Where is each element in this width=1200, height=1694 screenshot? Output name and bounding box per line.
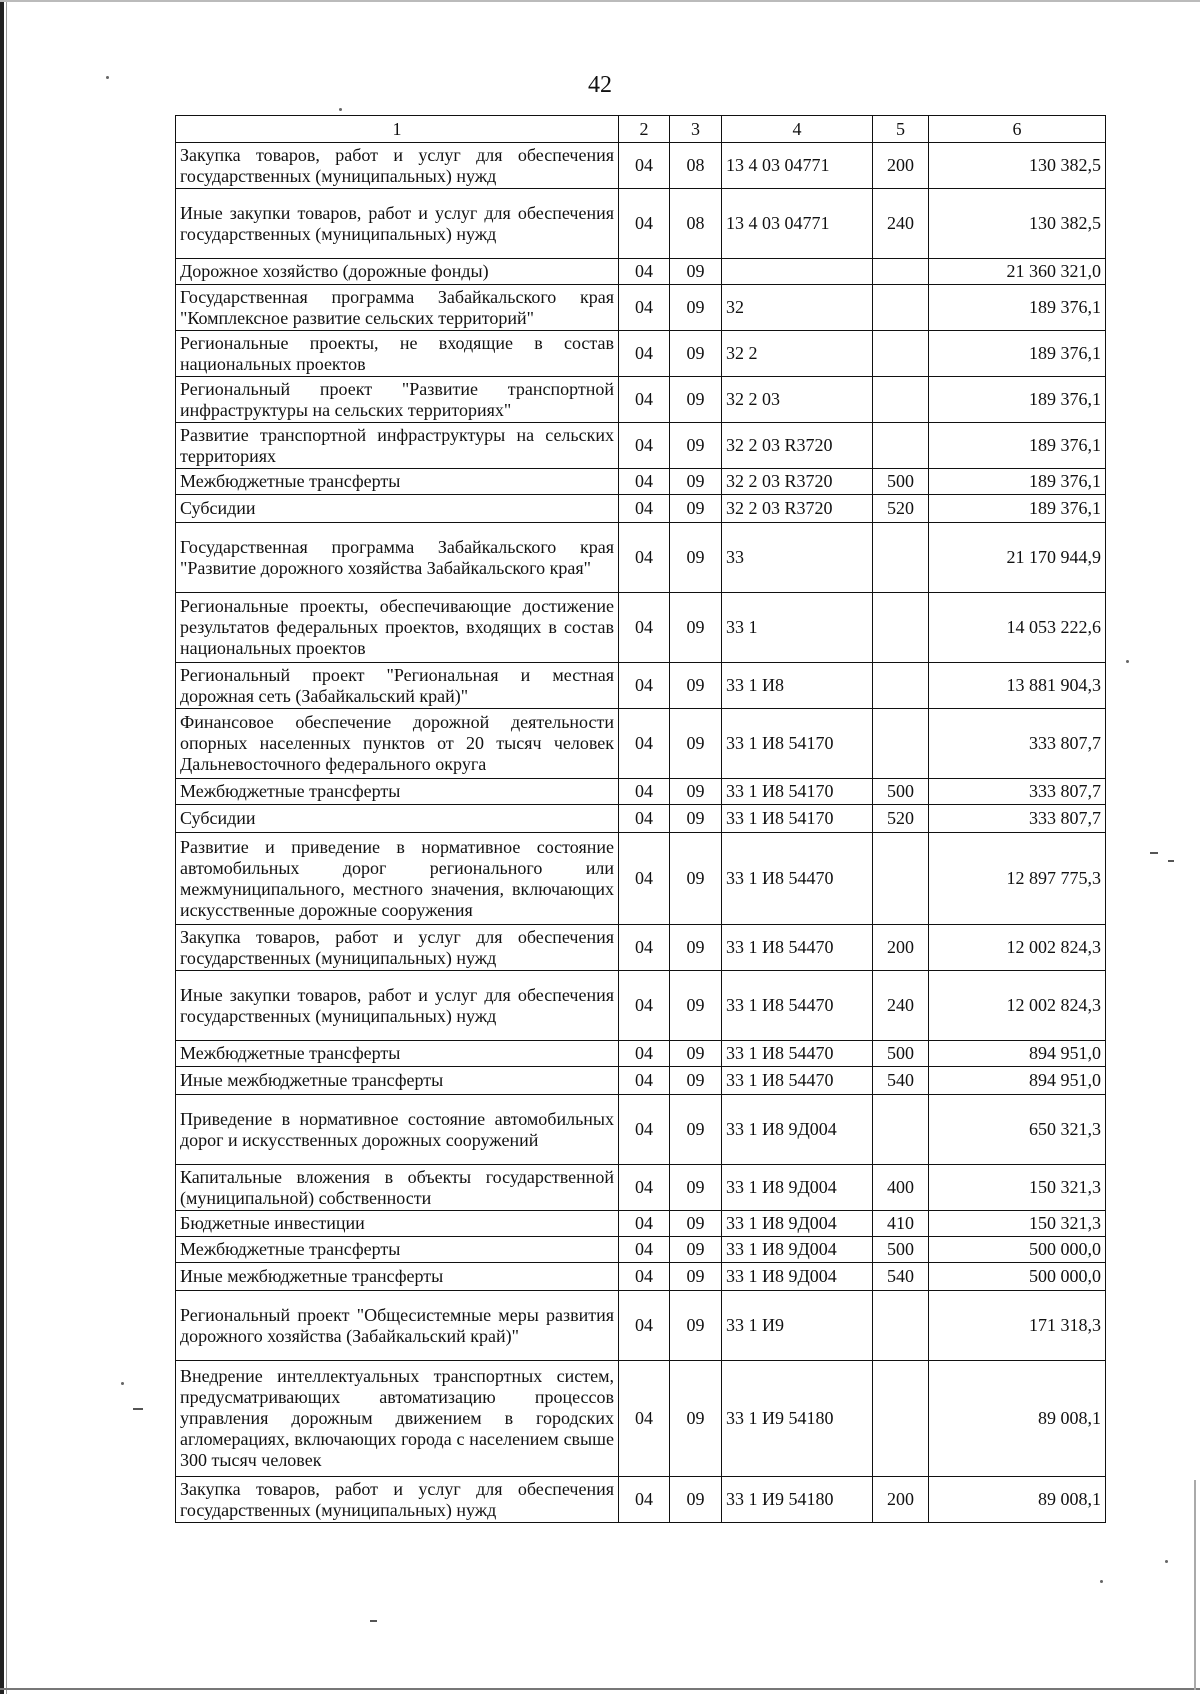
target-article-cell: 33 1 И8 54170 xyxy=(722,805,873,833)
subsection-code-cell: 09 xyxy=(670,495,722,523)
table-row xyxy=(176,1477,1106,1523)
amount-cell: 189 376,1 xyxy=(929,469,1106,495)
section-code-cell: 04 xyxy=(619,1165,670,1211)
section-code-cell: 04 xyxy=(619,285,670,331)
section-code-cell: 04 xyxy=(619,331,670,377)
expense-type-cell: 500 xyxy=(873,779,929,805)
scan-border-bottom xyxy=(0,1688,1200,1690)
target-article-cell: 33 1 И8 9Д004 xyxy=(722,1263,873,1291)
expense-type-cell: 540 xyxy=(873,1067,929,1095)
column-header: 3 xyxy=(670,116,722,143)
amount-cell: 89 008,1 xyxy=(929,1477,1106,1523)
row-name-cell: Приведение в нормативное состояние автомобильных дорог и искусственных дорожных сооружений xyxy=(176,1095,619,1165)
amount-cell: 12 002 824,3 xyxy=(929,971,1106,1041)
scan-border-left-inner xyxy=(6,0,7,1694)
expense-type-cell: 400 xyxy=(873,1165,929,1211)
amount-cell: 894 951,0 xyxy=(929,1067,1106,1095)
expense-type-cell: 520 xyxy=(873,805,929,833)
amount-cell: 189 376,1 xyxy=(929,285,1106,331)
expense-type-cell: 240 xyxy=(873,189,929,259)
expense-type-cell: 520 xyxy=(873,495,929,523)
expense-type-cell: 240 xyxy=(873,971,929,1041)
target-article-cell: 33 1 И9 54180 xyxy=(722,1361,873,1477)
section-code-cell: 04 xyxy=(619,663,670,709)
column-header: 2 xyxy=(619,116,670,143)
row-name-cell: Развитие и приведение в нормативное состояние автомобильных дорог регионального или межмуниципального, местного значения, включающих искусственные дорожные сооружения xyxy=(176,833,619,925)
amount-cell: 12 897 775,3 xyxy=(929,833,1106,925)
section-code-cell: 04 xyxy=(619,523,670,593)
expense-type-cell xyxy=(873,377,929,423)
expense-type-cell xyxy=(873,1095,929,1165)
subsection-code-cell: 09 xyxy=(670,1477,722,1523)
scan-speck xyxy=(121,1382,124,1385)
row-name-cell: Государственная программа Забайкальского края "Развитие дорожного хозяйства Забайкальского края" xyxy=(176,523,619,593)
amount-cell: 21 360 321,0 xyxy=(929,259,1106,285)
section-code-cell: 04 xyxy=(619,469,670,495)
target-article-cell: 32 2 03 R3720 xyxy=(722,423,873,469)
amount-cell: 500 000,0 xyxy=(929,1263,1106,1291)
amount-cell: 189 376,1 xyxy=(929,423,1106,469)
target-article-cell: 33 1 И8 54470 xyxy=(722,925,873,971)
scan-speck xyxy=(106,76,109,79)
section-code-cell: 04 xyxy=(619,833,670,925)
amount-cell: 333 807,7 xyxy=(929,709,1106,779)
target-article-cell: 33 1 И8 54170 xyxy=(722,709,873,779)
table-row xyxy=(176,1067,1106,1095)
expense-type-cell xyxy=(873,593,929,663)
row-name-cell: Межбюджетные трансферты xyxy=(176,1041,619,1067)
expense-type-cell: 200 xyxy=(873,925,929,971)
expense-type-cell: 200 xyxy=(873,1477,929,1523)
amount-cell: 12 002 824,3 xyxy=(929,925,1106,971)
subsection-code-cell: 09 xyxy=(670,779,722,805)
section-code-cell: 04 xyxy=(619,259,670,285)
subsection-code-cell: 09 xyxy=(670,663,722,709)
scan-border-right xyxy=(1194,1480,1196,1690)
table-row xyxy=(176,925,1106,971)
row-name-cell: Закупка товаров, работ и услуг для обеспечения государственных (муниципальных) нужд xyxy=(176,1477,619,1523)
section-code-cell: 04 xyxy=(619,1237,670,1263)
table-row xyxy=(176,663,1106,709)
row-name-cell: Финансовое обеспечение дорожной деятельности опорных населенных пунктов от 20 тысяч человек Дальневосточного федерального округа xyxy=(176,709,619,779)
subsection-code-cell: 09 xyxy=(670,377,722,423)
page-number: 42 xyxy=(588,72,612,98)
expense-type-cell xyxy=(873,663,929,709)
target-article-cell: 33 1 И8 54470 xyxy=(722,971,873,1041)
section-code-cell: 04 xyxy=(619,1095,670,1165)
row-name-cell: Закупка товаров, работ и услуг для обеспечения государственных (муниципальных) нужд xyxy=(176,143,619,189)
subsection-code-cell: 08 xyxy=(670,189,722,259)
row-name-cell: Иные межбюджетные трансферты xyxy=(176,1263,619,1291)
table-row xyxy=(176,593,1106,663)
row-name-cell: Межбюджетные трансферты xyxy=(176,469,619,495)
row-name-cell: Развитие транспортной инфраструктуры на сельских территориях xyxy=(176,423,619,469)
subsection-code-cell: 09 xyxy=(670,1041,722,1067)
row-name-cell: Иные закупки товаров, работ и услуг для обеспечения государственных (муниципальных) нужд xyxy=(176,971,619,1041)
row-name-cell: Региональный проект "Региональная и местная дорожная сеть (Забайкальский край)" xyxy=(176,663,619,709)
subsection-code-cell: 09 xyxy=(670,833,722,925)
subsection-code-cell: 09 xyxy=(670,1237,722,1263)
target-article-cell: 33 1 И9 54180 xyxy=(722,1477,873,1523)
amount-cell: 500 000,0 xyxy=(929,1237,1106,1263)
expense-type-cell xyxy=(873,285,929,331)
amount-cell: 333 807,7 xyxy=(929,779,1106,805)
expense-type-cell xyxy=(873,331,929,377)
row-name-cell: Дорожное хозяйство (дорожные фонды) xyxy=(176,259,619,285)
subsection-code-cell: 09 xyxy=(670,285,722,331)
row-name-cell: Государственная программа Забайкальского края "Комплексное развитие сельских территорий" xyxy=(176,285,619,331)
target-article-cell: 33 1 И8 xyxy=(722,663,873,709)
expense-type-cell xyxy=(873,259,929,285)
row-name-cell: Региональные проекты, не входящие в состав национальных проектов xyxy=(176,331,619,377)
subsection-code-cell: 09 xyxy=(670,1361,722,1477)
section-code-cell: 04 xyxy=(619,377,670,423)
target-article-cell: 32 xyxy=(722,285,873,331)
amount-cell: 21 170 944,9 xyxy=(929,523,1106,593)
table-row xyxy=(176,1165,1106,1211)
subsection-code-cell: 09 xyxy=(670,423,722,469)
subsection-code-cell: 09 xyxy=(670,709,722,779)
section-code-cell: 04 xyxy=(619,143,670,189)
table-row xyxy=(176,331,1106,377)
table-row xyxy=(176,1361,1106,1477)
section-code-cell: 04 xyxy=(619,925,670,971)
section-code-cell: 04 xyxy=(619,779,670,805)
section-code-cell: 04 xyxy=(619,593,670,663)
table-row xyxy=(176,523,1106,593)
amount-cell: 894 951,0 xyxy=(929,1041,1106,1067)
section-code-cell: 04 xyxy=(619,709,670,779)
table-row xyxy=(176,1291,1106,1361)
section-code-cell: 04 xyxy=(619,1067,670,1095)
scan-speck xyxy=(1165,1560,1168,1563)
target-article-cell: 33 1 xyxy=(722,593,873,663)
row-name-cell: Региональные проекты, обеспечивающие достижение результатов федеральных проектов, входящих в состав национальных проектов xyxy=(176,593,619,663)
subsection-code-cell: 09 xyxy=(670,593,722,663)
amount-cell: 650 321,3 xyxy=(929,1095,1106,1165)
amount-cell: 189 376,1 xyxy=(929,377,1106,423)
subsection-code-cell: 09 xyxy=(670,1211,722,1237)
table-row xyxy=(176,285,1106,331)
expense-type-cell xyxy=(873,423,929,469)
row-name-cell: Региональный проект "Развитие транспортной инфраструктуры на сельских территориях" xyxy=(176,377,619,423)
table-row xyxy=(176,495,1106,523)
amount-cell: 14 053 222,6 xyxy=(929,593,1106,663)
table-row xyxy=(176,189,1106,259)
amount-cell: 189 376,1 xyxy=(929,495,1106,523)
table-body xyxy=(176,143,1106,1523)
expense-type-cell: 540 xyxy=(873,1263,929,1291)
row-name-cell: Иные межбюджетные трансферты xyxy=(176,1067,619,1095)
subsection-code-cell: 09 xyxy=(670,1263,722,1291)
section-code-cell: 04 xyxy=(619,1211,670,1237)
row-name-cell: Межбюджетные трансферты xyxy=(176,1237,619,1263)
target-article-cell: 33 1 И8 54470 xyxy=(722,1041,873,1067)
row-name-cell: Субсидии xyxy=(176,495,619,523)
table-row xyxy=(176,423,1106,469)
target-article-cell: 13 4 03 04771 xyxy=(722,189,873,259)
target-article-cell: 13 4 03 04771 xyxy=(722,143,873,189)
expense-type-cell: 500 xyxy=(873,1041,929,1067)
amount-cell: 150 321,3 xyxy=(929,1211,1106,1237)
expense-type-cell xyxy=(873,709,929,779)
scan-border-left xyxy=(0,0,4,1694)
subsection-code-cell: 09 xyxy=(670,469,722,495)
table-row xyxy=(176,709,1106,779)
target-article-cell: 33 1 И8 54470 xyxy=(722,1067,873,1095)
section-code-cell: 04 xyxy=(619,495,670,523)
target-article-cell: 33 1 И8 54470 xyxy=(722,833,873,925)
column-header: 6 xyxy=(929,116,1106,143)
expense-type-cell xyxy=(873,523,929,593)
expense-type-cell: 500 xyxy=(873,1237,929,1263)
column-header: 5 xyxy=(873,116,929,143)
table-row xyxy=(176,1041,1106,1067)
section-code-cell: 04 xyxy=(619,1263,670,1291)
section-code-cell: 04 xyxy=(619,1291,670,1361)
amount-cell: 130 382,5 xyxy=(929,143,1106,189)
subsection-code-cell: 09 xyxy=(670,1165,722,1211)
target-article-cell: 33 xyxy=(722,523,873,593)
row-name-cell: Межбюджетные трансферты xyxy=(176,779,619,805)
target-article-cell: 32 2 03 R3720 xyxy=(722,469,873,495)
subsection-code-cell: 09 xyxy=(670,259,722,285)
expense-type-cell xyxy=(873,1361,929,1477)
row-name-cell: Бюджетные инвестиции xyxy=(176,1211,619,1237)
subsection-code-cell: 09 xyxy=(670,925,722,971)
row-name-cell: Региональный проект "Общесистемные меры развития дорожного хозяйства (Забайкальский край)" xyxy=(176,1291,619,1361)
table-row xyxy=(176,971,1106,1041)
target-article-cell: 32 2 03 R3720 xyxy=(722,495,873,523)
table-row xyxy=(176,469,1106,495)
section-code-cell: 04 xyxy=(619,1361,670,1477)
amount-cell: 150 321,3 xyxy=(929,1165,1106,1211)
expense-type-cell: 500 xyxy=(873,469,929,495)
subsection-code-cell: 09 xyxy=(670,1095,722,1165)
section-code-cell: 04 xyxy=(619,971,670,1041)
table-header-row xyxy=(176,116,1106,143)
table-row xyxy=(176,1095,1106,1165)
scan-border-top xyxy=(0,0,1200,2)
scan-speck xyxy=(1100,1580,1103,1583)
table-row xyxy=(176,833,1106,925)
table-row xyxy=(176,1211,1106,1237)
amount-cell: 333 807,7 xyxy=(929,805,1106,833)
target-article-cell: 33 1 И9 xyxy=(722,1291,873,1361)
expense-type-cell xyxy=(873,1291,929,1361)
table-row xyxy=(176,377,1106,423)
subsection-code-cell: 09 xyxy=(670,331,722,377)
table-row xyxy=(176,1237,1106,1263)
section-code-cell: 04 xyxy=(619,1041,670,1067)
amount-cell: 171 318,3 xyxy=(929,1291,1106,1361)
table-row xyxy=(176,259,1106,285)
subsection-code-cell: 09 xyxy=(670,805,722,833)
row-name-cell: Закупка товаров, работ и услуг для обеспечения государственных (муниципальных) нужд xyxy=(176,925,619,971)
table-row xyxy=(176,1263,1106,1291)
column-header: 4 xyxy=(722,116,873,143)
subsection-code-cell: 09 xyxy=(670,971,722,1041)
scan-mark xyxy=(1150,852,1158,854)
row-name-cell: Капитальные вложения в объекты государственной (муниципальной) собственности xyxy=(176,1165,619,1211)
amount-cell: 189 376,1 xyxy=(929,331,1106,377)
table-row xyxy=(176,143,1106,189)
subsection-code-cell: 09 xyxy=(670,523,722,593)
row-name-cell: Внедрение интеллектуальных транспортных систем, предусматривающих автоматизацию процессов управления дорожным движением в городских агломерациях, включающих города с населением свыше 300 тысяч человек xyxy=(176,1361,619,1477)
expense-type-cell: 410 xyxy=(873,1211,929,1237)
target-article-cell: 33 1 И8 9Д004 xyxy=(722,1095,873,1165)
target-article-cell: 33 1 И8 54170 xyxy=(722,779,873,805)
table-row xyxy=(176,779,1106,805)
scan-mark xyxy=(370,1620,377,1622)
table-row xyxy=(176,805,1106,833)
scan-mark xyxy=(133,1408,143,1410)
subsection-code-cell: 09 xyxy=(670,1067,722,1095)
column-header: 1 xyxy=(176,116,619,143)
section-code-cell: 04 xyxy=(619,1477,670,1523)
amount-cell: 89 008,1 xyxy=(929,1361,1106,1477)
target-article-cell: 33 1 И8 9Д004 xyxy=(722,1211,873,1237)
subsection-code-cell: 09 xyxy=(670,1291,722,1361)
section-code-cell: 04 xyxy=(619,805,670,833)
target-article-cell: 32 2 03 xyxy=(722,377,873,423)
expense-type-cell: 200 xyxy=(873,143,929,189)
scan-mark xyxy=(1168,860,1174,862)
section-code-cell: 04 xyxy=(619,189,670,259)
target-article-cell: 33 1 И8 9Д004 xyxy=(722,1237,873,1263)
target-article-cell xyxy=(722,259,873,285)
row-name-cell: Субсидии xyxy=(176,805,619,833)
scan-speck xyxy=(1126,660,1129,663)
row-name-cell: Иные закупки товаров, работ и услуг для обеспечения государственных (муниципальных) нужд xyxy=(176,189,619,259)
target-article-cell: 33 1 И8 9Д004 xyxy=(722,1165,873,1211)
budget-table xyxy=(175,115,1106,1523)
expense-type-cell xyxy=(873,833,929,925)
subsection-code-cell: 08 xyxy=(670,143,722,189)
amount-cell: 130 382,5 xyxy=(929,189,1106,259)
amount-cell: 13 881 904,3 xyxy=(929,663,1106,709)
scan-speck xyxy=(339,108,342,111)
target-article-cell: 32 2 xyxy=(722,331,873,377)
section-code-cell: 04 xyxy=(619,423,670,469)
